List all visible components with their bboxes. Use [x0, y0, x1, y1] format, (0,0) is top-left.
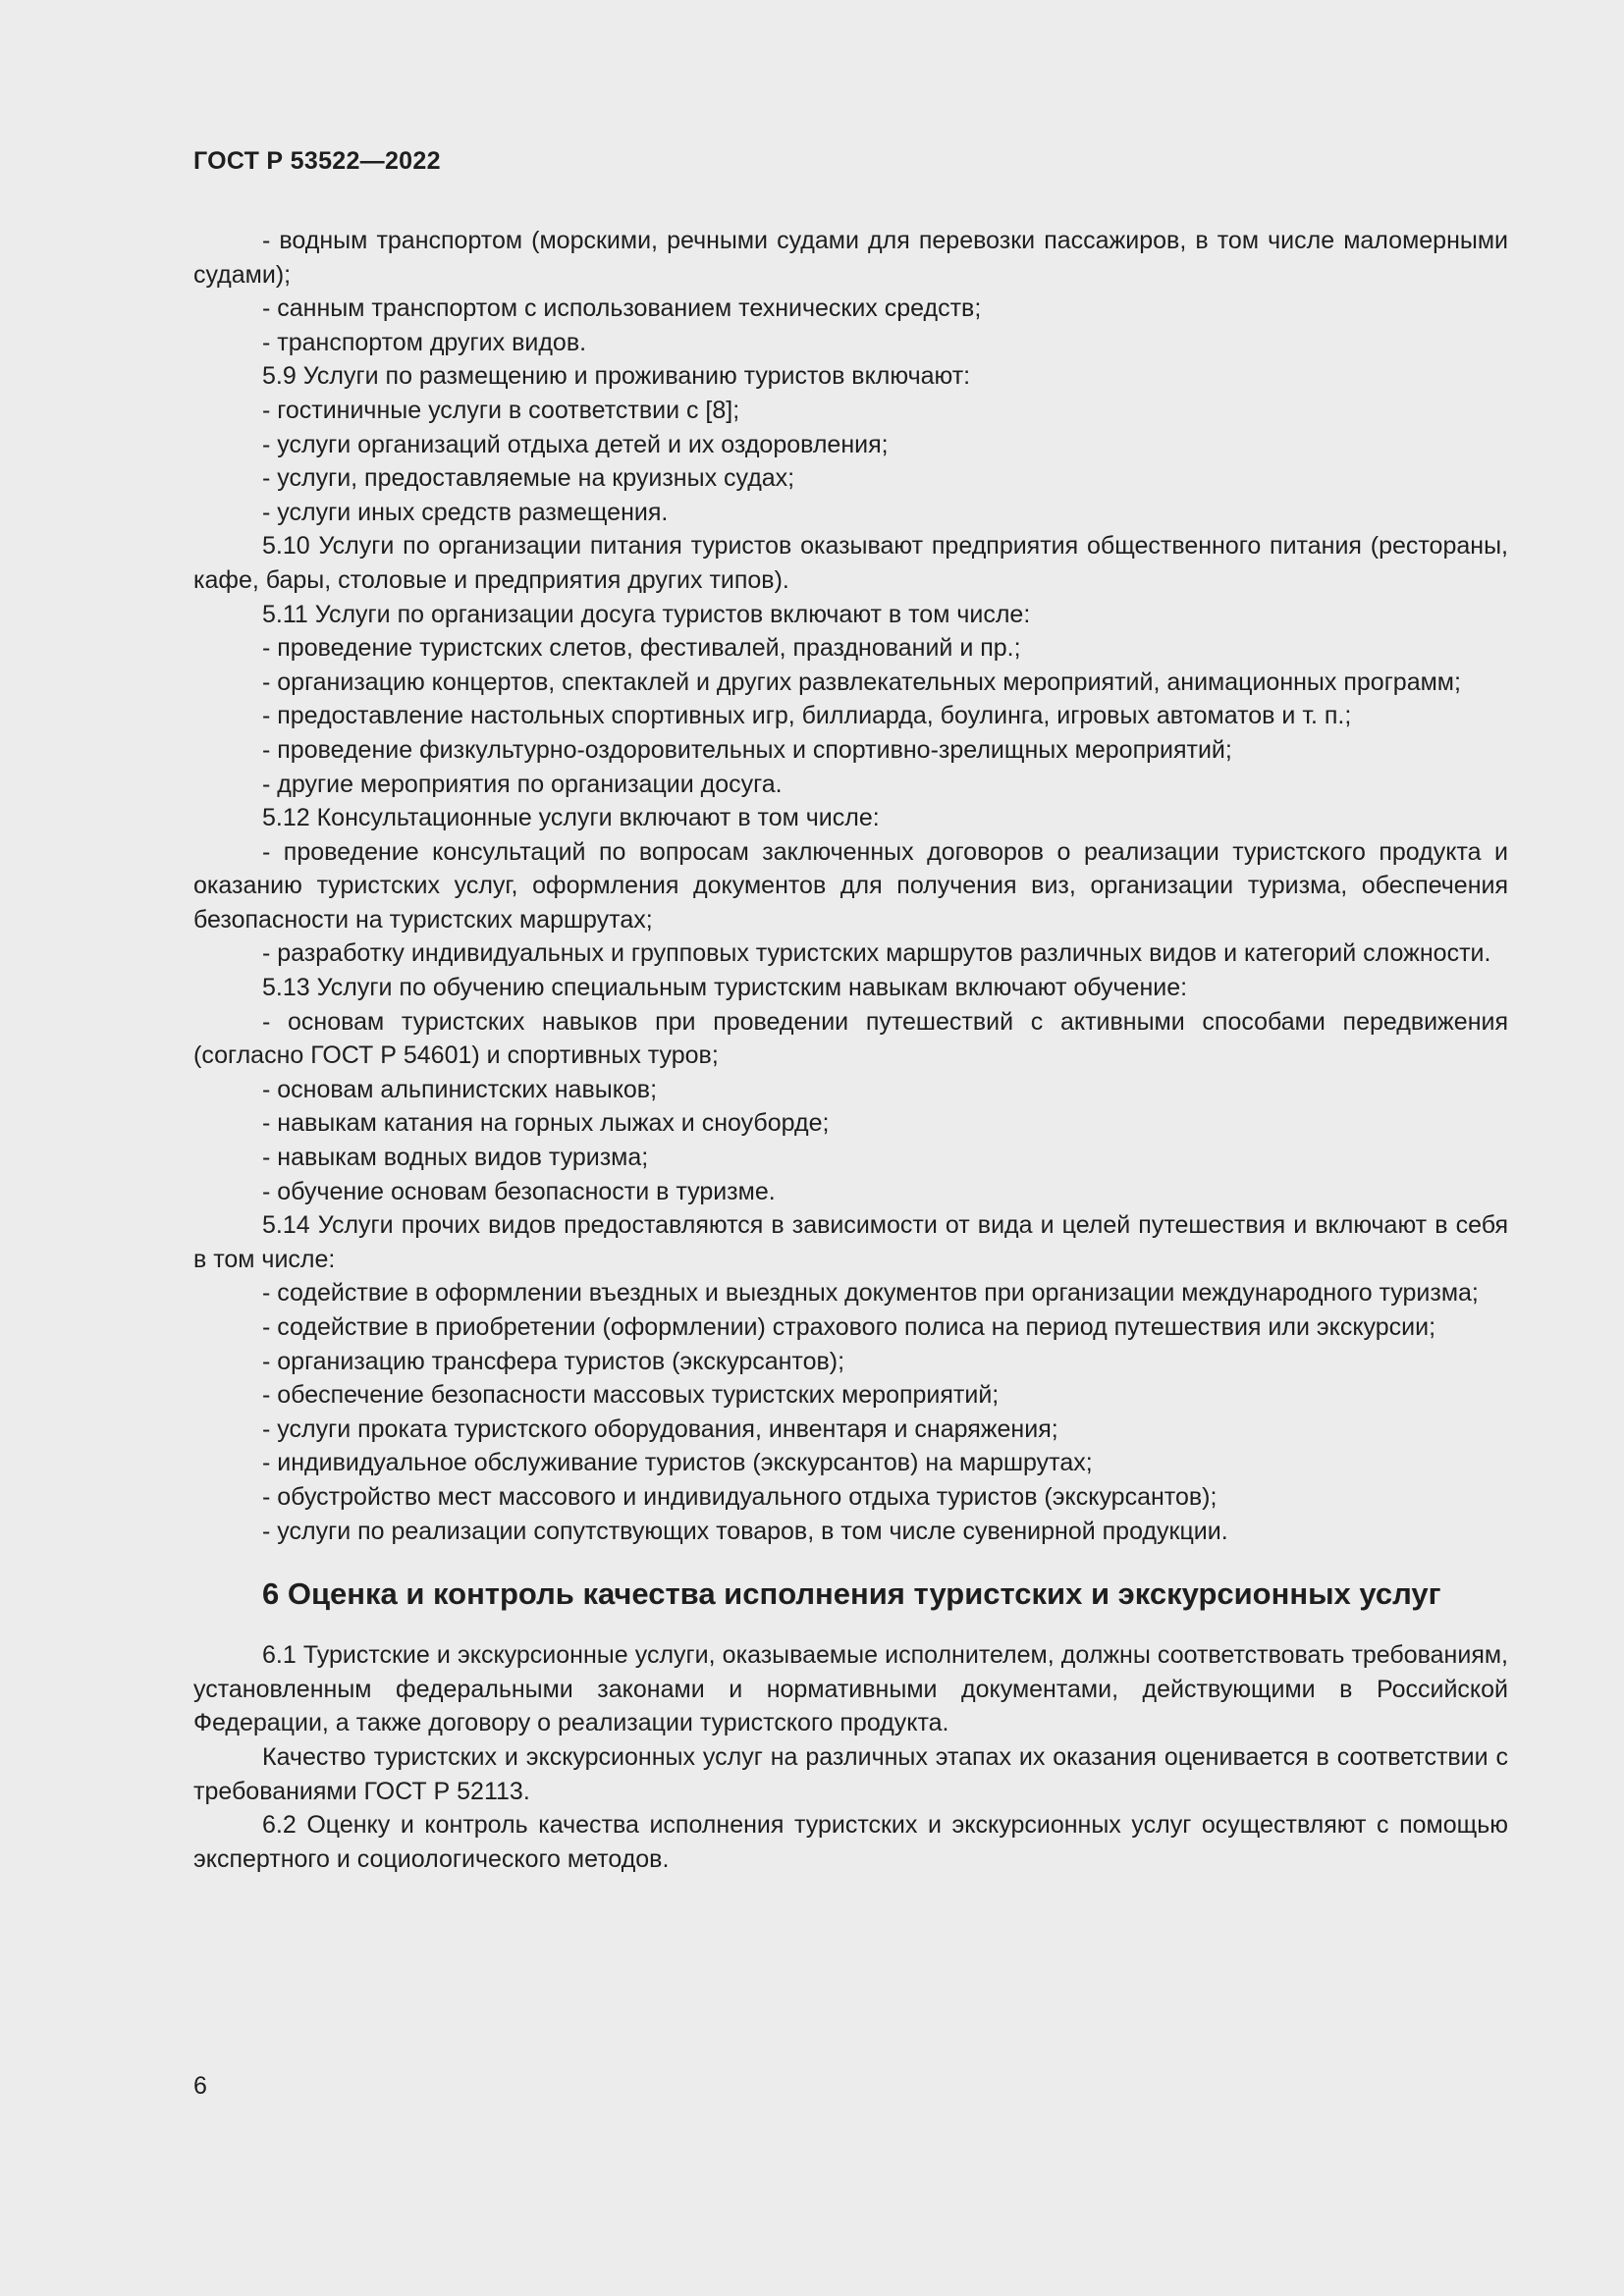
list-item: - санным транспортом с использованием технических средств; [262, 294, 982, 323]
list-item: - разработку индивидуальных и групповых туристских маршрутов различных видов и категорий сложности. [262, 939, 1491, 968]
list-item: - другие мероприятия по организации досуга. [262, 770, 783, 798]
list-item: - обустройство мест массового и индивидуального отдыха туристов (экскурсантов); [262, 1482, 1218, 1511]
clause-6-1: 6.1 Туристские и экскурсионные услуги, оказываемые исполнителем, должны соответствовать требованиям, установленным федеральными законами и нормативными документами, действующими в Российской Федерации, а также договору о реализации туристского продукта. [193, 1641, 1508, 1737]
list-item: - предоставление настольных спортивных игр, биллиарда, боулинга, игровых автоматов и т. п.; [262, 702, 1352, 730]
list-item: - обучение основам безопасности в туризме. [262, 1177, 776, 1205]
document-header: ГОСТ Р 53522—2022 [193, 147, 441, 175]
list-item: - организацию трансфера туристов (экскурсантов); [262, 1347, 845, 1375]
list-item: - услуги по реализации сопутствующих товаров, в том числе сувенирной продукции. [262, 1517, 1228, 1545]
list-item: - содействие в приобретении (оформлении) страхового полиса на период путешествия или экскурсии; [262, 1313, 1436, 1341]
list-item: - содействие в оформлении въездных и выездных документов при организации международного туризма; [262, 1279, 1479, 1308]
list-item: - основам альпинистских навыков; [262, 1075, 658, 1103]
list-item: - основам туристских навыков при проведении путешествий с активными способами передвижения (согласно ГОСТ Р 54601) и спортивных туров; [193, 1007, 1508, 1070]
list-item: - услуги, предоставляемые на круизных судах; [262, 464, 795, 493]
list-item: - транспортом других видов. [262, 328, 587, 356]
list-item: - проведение консультаций по вопросам заключенных договоров о реализации туристского продукта и оказанию туристских услуг, оформления документов для получения виз, организации туризма, обеспечения безопасности на туристских маршрутах; [193, 837, 1508, 934]
list-item: - гостиничные услуги в соответствии с [8]; [262, 396, 740, 424]
list-item: - навыкам катания на горных лыжах и сноуборде; [262, 1109, 830, 1138]
list-item: - обеспечение безопасности массовых туристских мероприятий; [262, 1381, 1000, 1410]
list-item: - услуги проката туристского оборудования, инвентаря и снаряжения; [262, 1415, 1058, 1443]
clause-5-10: 5.10 Услуги по организации питания туристов оказывают предприятия общественного питания (рестораны, кафе, бары, столовые и предприятия других типов). [193, 532, 1508, 594]
list-item: - водным транспортом (морскими, речными судами для перевозки пассажиров, в том числе маломерными судами); [193, 227, 1508, 289]
list-item: - навыкам водных видов туризма; [262, 1144, 649, 1172]
section-6-title: 6 Оценка и контроль качества исполнения туристских и экскурсионных услуг [262, 1576, 1441, 1612]
clause-5-12: 5.12 Консультационные услуги включают в том числе: [262, 804, 880, 832]
clause-5-13: 5.13 Услуги по обучению специальным туристским навыкам включают обучение: [262, 974, 1188, 1002]
list-item: - индивидуальное обслуживание туристов (экскурсантов) на маршрутах; [262, 1449, 1093, 1477]
list-item: - проведение физкультурно-оздоровительных и спортивно-зрелищных мероприятий; [262, 735, 1232, 764]
list-item: - организацию концертов, спектаклей и других развлекательных мероприятий, анимационных программ; [262, 667, 1461, 696]
clause-5-9: 5.9 Услуги по размещению и проживанию туристов включают: [262, 362, 971, 391]
list-item: - проведение туристских слетов, фестивалей, празднований и пр.; [262, 634, 1021, 663]
clause-5-11: 5.11 Услуги по организации досуга туристов включают в том числе: [262, 600, 1031, 628]
page-number: 6 [193, 2072, 207, 2100]
clause-5-14: 5.14 Услуги прочих видов предоставляются в зависимости от вида и целей путешествия и включают в себя в том числе: [193, 1211, 1508, 1273]
list-item: - услуги иных средств размещения. [262, 498, 669, 526]
list-item: - услуги организаций отдыха детей и их оздоровления; [262, 430, 889, 458]
document-body [193, 224, 1508, 1876]
clause-6-2: 6.2 Оценку и контроль качества исполнения туристских и экскурсионных услуг осуществляют с помощью экспертного и социологического методов. [193, 1811, 1508, 1873]
paragraph: Качество туристских и экскурсионных услуг на различных этапах их оказания оценивается в соответствии с требованиями ГОСТ Р 52113. [193, 1742, 1508, 1805]
